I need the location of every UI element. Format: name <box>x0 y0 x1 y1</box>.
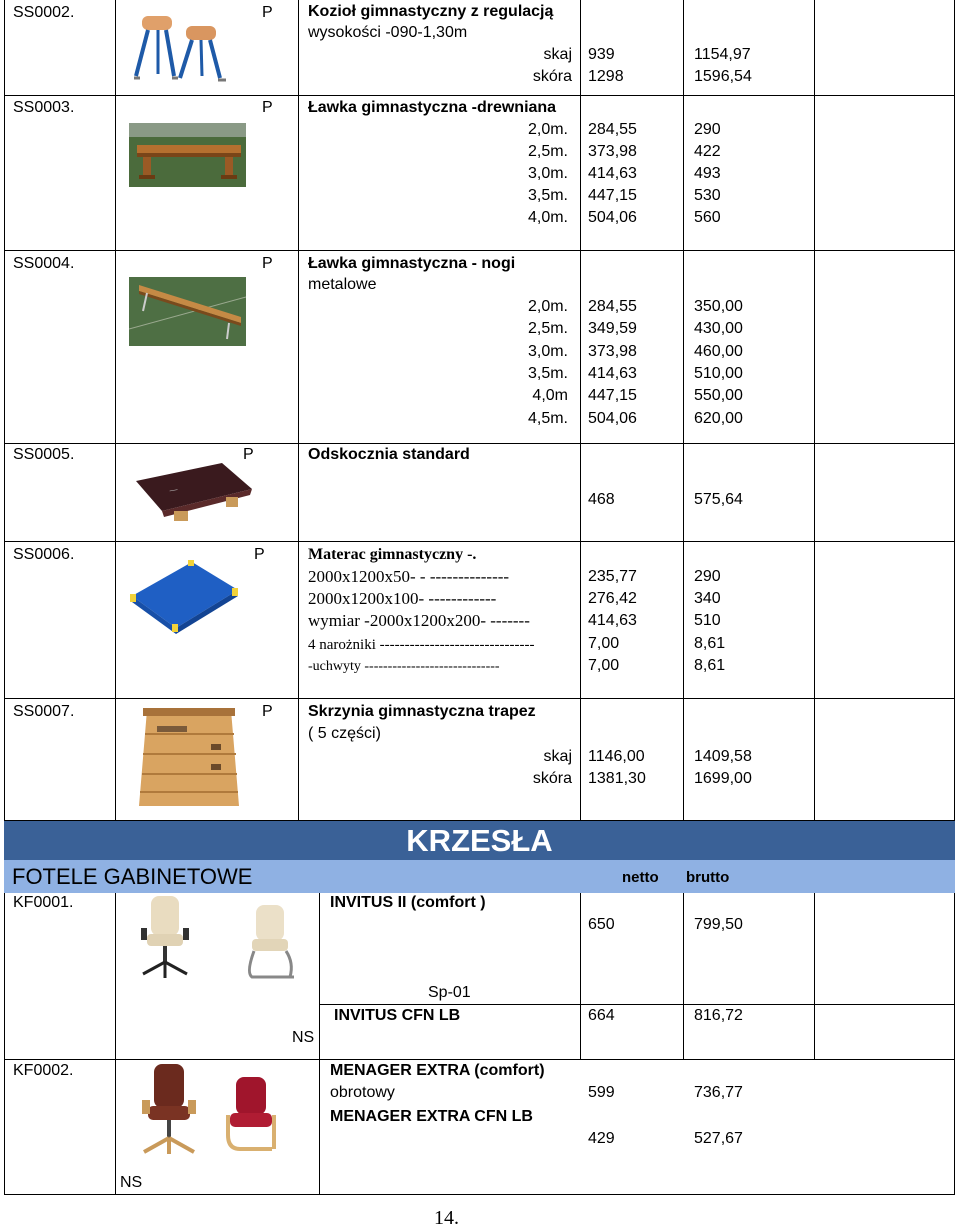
price-netto: 349,59 <box>588 320 637 337</box>
vaulting-box-icon <box>131 706 246 812</box>
price-netto: 7,00 <box>588 635 620 652</box>
price-netto: 599 <box>588 1084 615 1101</box>
product-name: Odskocznia standard <box>308 446 470 463</box>
product-name-line2: wysokości -090-1,30m <box>308 24 468 41</box>
price-netto: 235,77 <box>588 568 637 585</box>
price-brutto: 340 <box>694 590 721 607</box>
row-code: KF0002. <box>13 1062 74 1079</box>
variant: 4,0m <box>532 387 568 404</box>
mat-variant: -uchwyty ----------------------------- <box>308 659 500 674</box>
price-brutto: 530 <box>694 187 721 204</box>
price-netto: 284,55 <box>588 121 637 138</box>
product-name: Kozioł gimnastyczny z regulacją <box>308 3 554 20</box>
product-name: Ławka gimnastyczna -drewniana <box>308 99 557 116</box>
variant: 2,0m. <box>527 298 568 315</box>
price-netto: 504,06 <box>588 410 637 427</box>
variant: skóra <box>532 68 572 85</box>
row-code: SS0002. <box>13 4 75 21</box>
price-brutto: 8,61 <box>694 635 726 652</box>
price-netto: 664 <box>588 1007 615 1024</box>
price-netto: 1381,30 <box>588 770 646 787</box>
netto-header: netto <box>622 869 659 886</box>
red-wood-chair-icon <box>220 1075 282 1153</box>
springboard-icon <box>130 459 255 523</box>
variant: 2,5m. <box>527 320 568 337</box>
wooden-bench-icon <box>129 123 246 187</box>
product-name: Materac gimnastyczny -. <box>308 546 477 563</box>
price-brutto: 620,00 <box>694 410 743 427</box>
row-code: SS0007. <box>13 703 75 720</box>
price-brutto: 1699,00 <box>694 770 752 787</box>
price-brutto: 560 <box>694 209 721 226</box>
variant: skóra <box>532 770 572 787</box>
price-netto: 414,63 <box>588 612 637 629</box>
variant: 2,0m. <box>527 121 568 138</box>
gym-vault-horse-icon <box>128 12 240 84</box>
ns-label: NS <box>120 1174 143 1191</box>
product-name: Ławka gimnastyczna - nogi <box>308 255 516 272</box>
variant: 2,5m. <box>527 143 568 160</box>
variant: 3,5m. <box>527 187 568 204</box>
page-number: 14. <box>434 1207 459 1229</box>
price-netto: 7,00 <box>588 657 620 674</box>
gym-mat-icon <box>128 560 240 634</box>
office-chair-cantilever-icon <box>240 903 300 983</box>
price-netto: 1146,00 <box>588 748 645 765</box>
section-banner <box>4 821 955 860</box>
color-code: Sp-01 <box>428 984 471 1001</box>
variant: skaj <box>543 748 572 765</box>
price-netto: 414,63 <box>588 365 637 382</box>
price-netto: 276,42 <box>588 590 637 607</box>
mat-variant: wymiar -2000x1200x200- ------- <box>308 611 530 630</box>
row-code: KF0001. <box>13 894 74 911</box>
mat-variant: 4 narożniki ------------------------------- <box>308 637 535 653</box>
ns-label: NS <box>292 1029 315 1046</box>
price-brutto: 1409,58 <box>694 748 752 765</box>
product-name-line2: ( 5 części) <box>308 725 381 742</box>
price-brutto: 290 <box>694 121 721 138</box>
price-netto: 373,98 <box>588 143 637 160</box>
price-brutto: 550,00 <box>694 387 743 404</box>
price-brutto: 816,72 <box>694 1007 743 1024</box>
row-mark: P <box>243 446 254 463</box>
mat-variant: 2000x1200x50- - -------------- <box>308 567 510 586</box>
price-brutto: 460,00 <box>694 343 743 360</box>
price-brutto: 575,64 <box>694 491 743 508</box>
price-netto: 1298 <box>588 68 624 85</box>
price-brutto: 8,61 <box>694 657 726 674</box>
price-brutto: 527,67 <box>694 1130 743 1147</box>
product-name: Skrzynia gimnastyczna trapez <box>308 703 536 720</box>
variant: skaj <box>543 46 572 63</box>
banner-title: KRZESŁA <box>406 823 553 858</box>
price-brutto: 510,00 <box>694 365 743 382</box>
price-brutto: 510 <box>694 612 721 629</box>
office-chair-swivel-icon <box>137 894 193 980</box>
variant: 3,0m. <box>527 165 568 182</box>
price-netto: 468 <box>588 491 615 508</box>
price-netto: 447,15 <box>588 187 637 204</box>
variant: 3,5m. <box>527 365 568 382</box>
price-netto: 447,15 <box>588 387 637 404</box>
product-name-line2: metalowe <box>308 276 377 293</box>
variant: 3,0m. <box>527 343 568 360</box>
product-name: MENAGER EXTRA CFN LB <box>330 1108 533 1125</box>
mat-variant: 2000x1200x100- ------------ <box>308 589 497 608</box>
price-brutto: 1596,54 <box>694 68 752 85</box>
price-netto: 429 <box>588 1130 615 1147</box>
row-code: SS0003. <box>13 99 75 116</box>
brown-swivel-chair-icon <box>138 1062 200 1156</box>
price-netto: 504,06 <box>588 209 637 226</box>
row-code: SS0004. <box>13 255 75 272</box>
row-code: SS0005. <box>13 446 75 463</box>
price-brutto: 350,00 <box>694 298 743 315</box>
metal-leg-bench-icon <box>129 277 246 346</box>
price-netto: 650 <box>588 916 615 933</box>
price-brutto: 1154,97 <box>694 46 751 63</box>
row-divider <box>320 1004 955 1005</box>
brutto-header: brutto <box>686 869 730 886</box>
product-name: MENAGER EXTRA (comfort) <box>330 1062 545 1079</box>
row-mark: P <box>262 4 273 21</box>
price-brutto: 736,77 <box>694 1084 743 1101</box>
section-subheader <box>4 860 955 893</box>
product-name-line2: obrotowy <box>330 1084 395 1101</box>
row-mark: P <box>262 703 273 720</box>
price-netto: 284,55 <box>588 298 637 315</box>
price-brutto: 422 <box>694 143 721 160</box>
subheader-title: FOTELE GABINETOWE <box>12 864 253 889</box>
product-name: INVITUS II (comfort ) <box>330 894 486 911</box>
price-netto: 373,98 <box>588 343 637 360</box>
svg-text:—: — <box>168 484 179 495</box>
row-mark: P <box>262 99 273 116</box>
row-mark: P <box>254 546 265 563</box>
row-mark: P <box>262 255 273 272</box>
variant: 4,5m. <box>527 410 568 427</box>
price-netto: 939 <box>588 46 615 63</box>
price-brutto: 430,00 <box>694 320 743 337</box>
price-brutto: 799,50 <box>694 916 743 933</box>
price-brutto: 290 <box>694 568 721 585</box>
variant: 4,0m. <box>527 209 568 226</box>
product-name: INVITUS CFN LB <box>334 1007 461 1024</box>
price-brutto: 493 <box>694 165 721 182</box>
price-netto: 414,63 <box>588 165 637 182</box>
row-code: SS0006. <box>13 546 75 563</box>
